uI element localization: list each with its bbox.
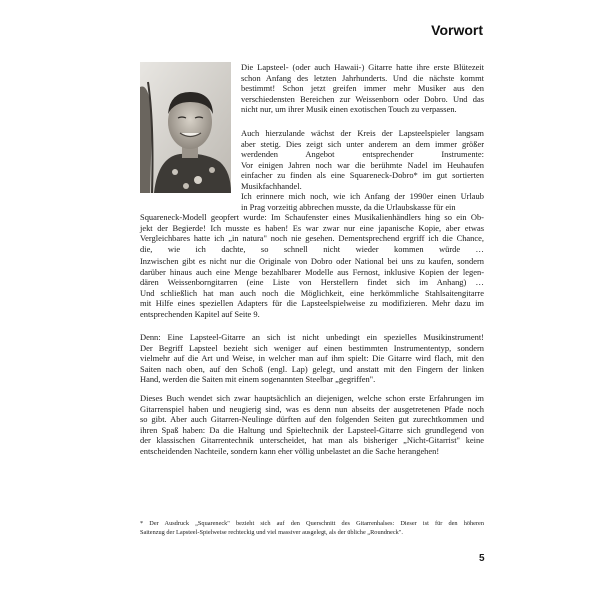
text-line: Und schließlich hat man auch noch die Möglichkeit, eine herkömmliche Stahlsaitengitarre — [140, 287, 484, 298]
footnote-squareneck — [140, 520, 484, 537]
text-line: bestimmt! Schon jetzt greifen immer mehr Musiker aus den — [241, 83, 484, 93]
text-line: Auch hierzulande wächst der Kreis der Lapsteelspieler langsam — [241, 128, 484, 138]
text-line: der klassischen Gitarrentechnik unterscheidet, hat man als bisheriger „Nicht-Gitarrist" keine — [140, 435, 484, 445]
page-number: 5 — [479, 553, 485, 564]
text-line: * Der Ausdruck „Squareneck" bezieht sich auf den Querschnitt des Gitarrenhalses: Dieser ist für den höheren — [140, 520, 484, 527]
text-line: Vergleichbares hatte ich „in natura" noch nie gesehen. Dementsprechend ergriff ich die Chance, — [140, 233, 484, 243]
paragraph-target-audience — [140, 393, 484, 456]
text-line: werdenden Angebot entsprechender Instrumente: — [241, 149, 484, 159]
text-line: aber stetig. Dies zeigt sich unter anderem an dem immer größer — [241, 138, 484, 149]
text-line: Gitarrenspiel haben und neugierig sind, was es denn nun abseits der ausgetretenen Pfade noch — [140, 403, 484, 414]
text-line: mit Hilfe eines speziellen Adapters für die Lapsteelspielweise zu modifizieren. Mehr dazu im — [140, 298, 484, 308]
paragraph-lapsteel-definition — [140, 332, 484, 385]
paragraph-available-models — [140, 256, 484, 319]
text-line: Musikfachhandel. — [241, 180, 302, 191]
text-line: Saiten nach oben, auf den Schoß (engl. Lap) gelegt, und anstatt mit den Fingern der linken — [140, 363, 484, 374]
text-line: Vor einigen Jahren noch war die berühmte Nadel im Heuhaufen — [241, 159, 484, 170]
paragraph-growing-community — [241, 128, 484, 212]
paragraph-prague-story — [140, 212, 484, 254]
text-line: Ich erinnere mich noch, wie ich Anfang der 1990er einen Urlaub — [241, 191, 484, 201]
text-line: Squareneck-Modell geopfert wurde: Im Schaufenster eines Musikalienhändlers hing so ein Ob- — [140, 212, 484, 222]
text-line: Denn: Eine Lapsteel-Gitarre an sich ist nicht unbedingt ein spezielles Musikinstrument! — [140, 332, 484, 342]
text-line: Hand, werden die Saiten mit einem sogenannten Steelbar „gegriffen". — [140, 374, 376, 384]
text-line: Dieses Buch wendet sich zwar hauptsächlich an diejenigen, welche schon erste Erfahrungen im — [140, 393, 484, 403]
text-line: ihren Spaß haben: Da die Haltung und Spieltechnik der Lapsteel-Gitarre sich grundlegend von — [140, 424, 484, 435]
text-line: Inzwischen gibt es nicht nur die Originale von Dobro oder National bei uns zu kaufen, sondern — [140, 256, 484, 266]
text-line: entscheidenden Nachteile, sondern kann eher völlig unbelastet an die Sache herangehen! — [140, 445, 440, 456]
text-line: dären Weissenborngitarren (eine Liste von Herstellern findet sich im Anhang) … — [140, 277, 484, 287]
text-line: einfacher zu finden als eine Squareneck-Dobro* im gut sortierten — [241, 170, 484, 180]
text-line: verschiedensten Bereichen zur Weissenborn oder Dobro. Und das — [241, 93, 484, 104]
text-line: jekt der Begierde! Ich musste es haben! Es war zwar nur eine japanische Kopie, aber etwas — [140, 222, 484, 233]
text-line: in Prag vorzeitig abbrechen musste, da die Urlaubskasse für ein — [241, 201, 456, 212]
text-line: schon Anfang des letzten Jahrhunderts. Und die nächste kommt — [241, 72, 484, 83]
text-line: Die Lapsteel- (oder auch Hawaii-) Gitarre hatte ihre erste Blütezeit — [241, 62, 484, 72]
text-line: so gibt. Aber auch Gitarren-Neulinge dürften auf den folgenden Seiten gut zurechtkommen und — [140, 414, 484, 424]
paragraph-intro — [241, 62, 484, 115]
text-line: nicht nur, um ihrer Musik einen exotischen Touch zu verpassen. — [241, 104, 457, 114]
author-portrait-photo — [140, 62, 231, 193]
text-line: vielmehr auf die Art und Weise, in welcher man auf ihm spielt: Die Gitarre wird flach, mit den — [140, 353, 484, 363]
text-line: Der Begriff Lapsteel bezieht sich weniger auf einen bestimmten Instrumententyp, sondern — [140, 342, 484, 353]
text-line: Saitenzug der Lapsteel-Spielweise rechteckig und viel massiver ausgelegt, als der übliche „Roundneck". — [140, 528, 403, 536]
text-line: die, wie ich dachte, so schnell nicht wieder kommen würde … — [140, 243, 484, 254]
text-line: darüber hinaus auch eine Menge bezahlbarer Modelle aus Fernost, inklusive Kopien der legen- — [140, 266, 484, 277]
page-heading: Vorwort — [431, 22, 483, 38]
text-line: entsprechenden Kapitel auf Seite 9. — [140, 308, 260, 319]
